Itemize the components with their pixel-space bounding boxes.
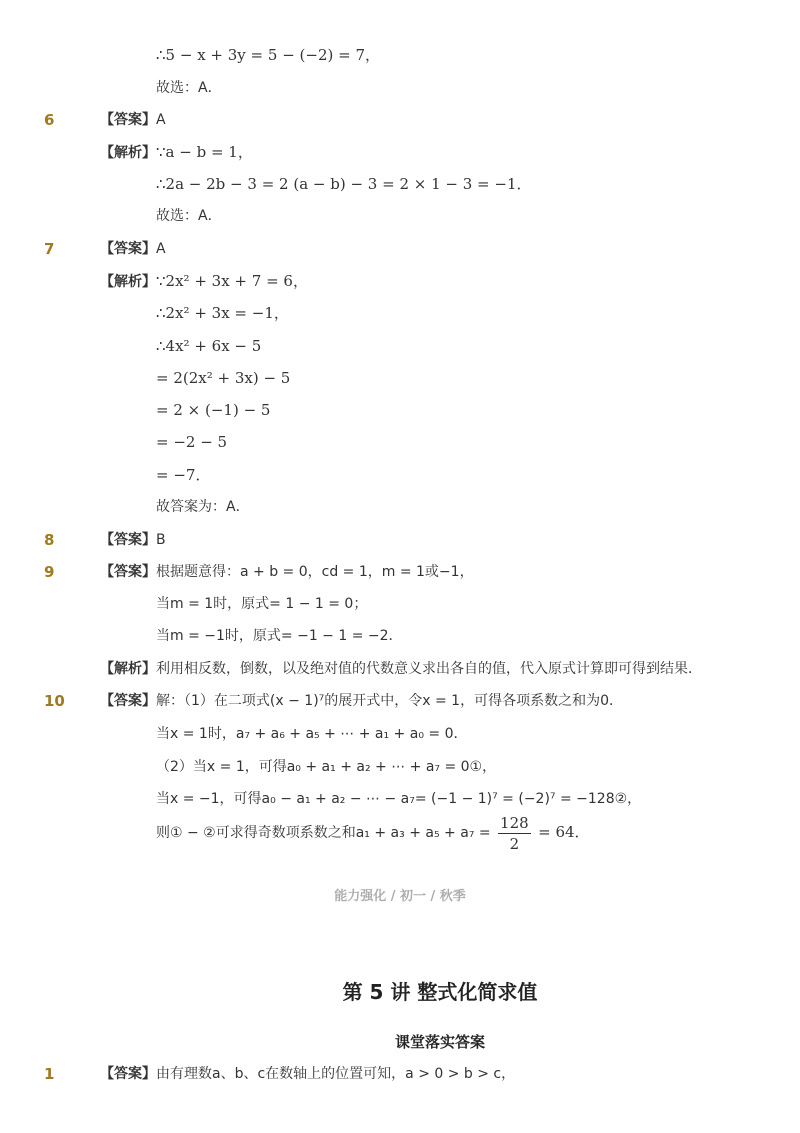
q6-line-1: ∵a − b = 1， [156,143,253,161]
fraction-numerator: 128 [500,813,529,832]
answer-tag: 【答案】 [100,693,156,709]
q7-answer: A [156,241,166,257]
q6-answer-row [100,110,166,130]
answer-tag: 【答案】 [100,564,156,580]
q6-answer: A [156,112,166,128]
q7-line-5: = 2 × (−1) − 5 [156,401,271,419]
analysis-tag: 【解析】 [100,661,156,677]
question-number-7: 7 [44,240,55,258]
s1-answer-row [100,1064,515,1084]
page-footer: 能力强化 / 初一 / 秋季 [334,889,466,904]
q10-line-5 [156,812,590,854]
q10-line-4: 当x = −1，可得a₀ − a₁ + a₂ − ⋯ − a₇= (−1 − 1)⁷ = (−2)⁷ = −128②， [156,791,642,807]
s1-answer-text: 由有理数a、b、c在数轴上的位置可知，a > 0 > b > c， [156,1066,516,1082]
fraction-denominator: 2 [509,834,520,853]
q8-answer: B [156,532,166,548]
q9-answer-row [100,562,474,582]
q7-line-1: ∵2x² + 3x + 7 = 6， [156,272,308,290]
q10-line-1: 解：（1）在二项式(x − 1)⁷的展开式中，令x = 1，可得各项系数之和为0． [156,693,623,709]
q7-line-7: = −7． [156,466,211,484]
question-number-10: 10 [44,692,65,710]
q9-line-3: 当m = −1时，原式= −1 − 1 = −2． [156,628,403,644]
q7-analysis-row [100,271,308,292]
section-title: 第 5 讲 整式化简求值 [342,980,538,1004]
q6-line-2: ∴2a − 2b − 3 = 2 (a − b) − 3 = 2 × 1 − 3 = −1． [156,175,532,193]
q7-answer-row [100,239,166,259]
analysis-tag: 【解析】 [100,274,156,290]
q7-line-3: ∴4x² + 6x − 5 [156,337,262,355]
q7-line-8: 故答案为：A． [156,499,250,515]
answer-tag: 【答案】 [100,1066,156,1082]
answer-tag: 【答案】 [100,532,156,548]
q7-line-2: ∴2x² + 3x = −1， [156,304,289,322]
q10-line-5-post: = 64． [538,823,590,841]
q10-line-3: （2）当x = 1，可得a₀ + a₁ + a₂ + ⋯ + a₇ = 0①， [156,759,497,775]
q7-line-4: = 2(2x² + 3x) − 5 [156,369,291,387]
q7-line-6: = −2 − 5 [156,433,228,451]
question-number-1: 1 [44,1065,55,1083]
q5-line-2: 故选：A． [156,80,222,96]
q8-answer-row [100,530,166,550]
q10-line-5-pre: 则① − ②可求得奇数项系数之和a₁ + a₃ + a₅ + a₇ = [156,825,491,841]
fraction [498,813,531,854]
q10-line-2: 当x = 1时，a₇ + a₆ + a₅ + ⋯ + a₁ + a₀ = 0． [156,726,468,742]
question-number-6: 6 [44,111,55,129]
q9-analysis-text: 利用相反数，倒数，以及绝对值的代数意义求出各自的值，代入原式计算即可得到结果． [156,661,702,677]
section-subtitle: 课堂落实答案 [394,1033,485,1051]
question-number-9: 9 [44,563,55,581]
answer-tag: 【答案】 [100,112,156,128]
question-number-8: 8 [44,531,55,549]
q9-line-2: 当m = 1时，原式= 1 − 1 = 0； [156,596,368,612]
q9-analysis-row [100,659,702,679]
analysis-tag: 【解析】 [100,145,156,161]
q6-line-3: 故选：A． [156,208,222,224]
q5-line-1: ∴5 − x + 3y = 5 − (−2) = 7， [156,46,380,64]
q10-answer-row [100,691,623,711]
q9-line-1: 根据题意得：a + b = 0，cd = 1，m = 1或−1， [156,564,474,580]
answer-tag: 【答案】 [100,241,156,257]
q6-analysis-row [100,142,253,163]
